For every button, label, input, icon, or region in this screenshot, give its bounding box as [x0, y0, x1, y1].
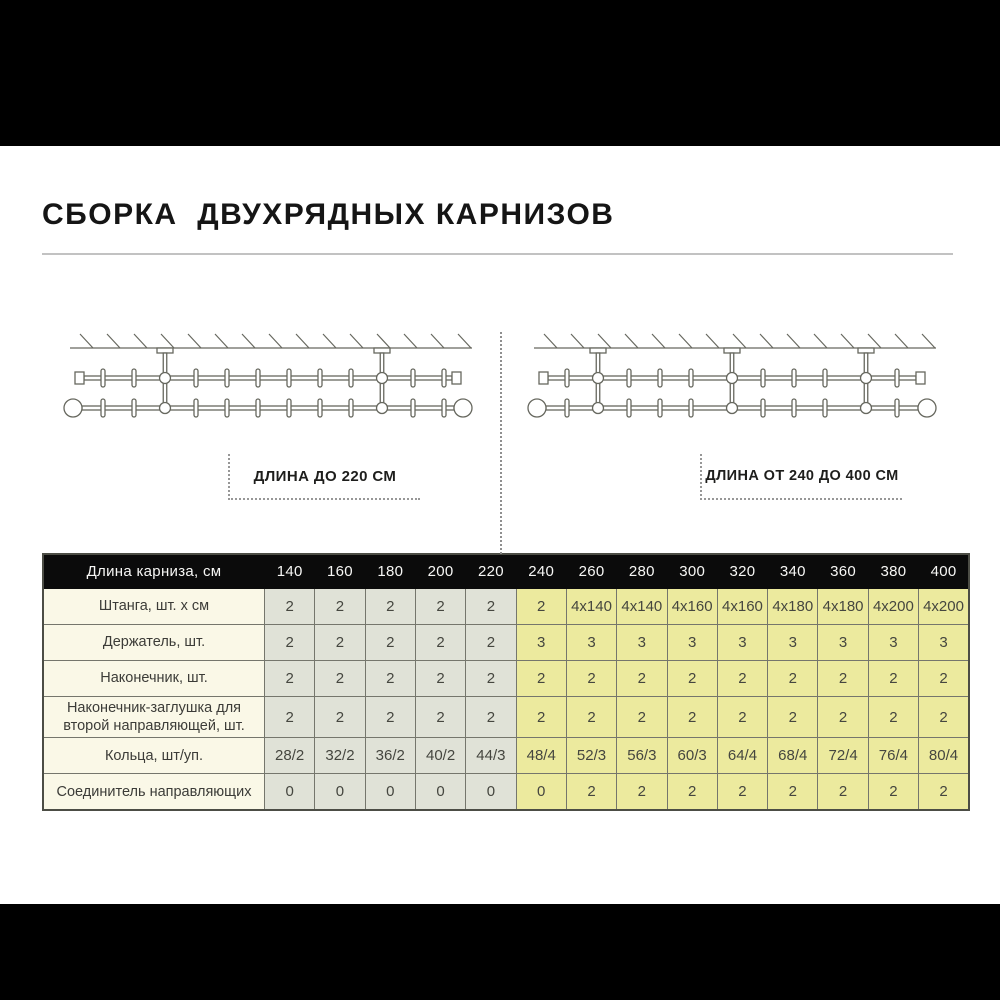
ball-finial-left	[64, 399, 82, 417]
table-cell: 3	[566, 625, 616, 661]
table-cell: 3	[516, 625, 566, 661]
ball-finial-right	[918, 399, 936, 417]
table-cell: 0	[315, 774, 365, 811]
column-header: 400	[919, 554, 969, 589]
table-cell: 2	[516, 697, 566, 738]
ball-finial-left	[528, 399, 546, 417]
row-label: Кольца, шт/уп.	[43, 738, 265, 774]
table-cell: 2	[617, 697, 667, 738]
table-cell: 2	[617, 774, 667, 811]
table-cell: 2	[566, 661, 616, 697]
end-cap-left	[539, 372, 548, 384]
table-cell: 2	[516, 661, 566, 697]
end-cap-left	[75, 372, 84, 384]
table-cell: 2	[868, 661, 918, 697]
table-cell: 52/3	[566, 738, 616, 774]
table-cell: 2	[768, 661, 818, 697]
row-label: Штанга, шт. х см	[43, 589, 265, 625]
table-cell: 72/4	[818, 738, 868, 774]
column-header: 240	[516, 554, 566, 589]
table-cell: 2	[315, 661, 365, 697]
table-cell: 2	[667, 661, 717, 697]
column-header: 320	[717, 554, 767, 589]
column-header: 260	[566, 554, 616, 589]
table-cell: 2	[365, 661, 415, 697]
table-cell: 2	[566, 697, 616, 738]
table-cell: 56/3	[617, 738, 667, 774]
table-row	[43, 697, 969, 738]
table-cell: 2	[818, 774, 868, 811]
table-cell: 2	[365, 589, 415, 625]
table-cell: 2	[516, 589, 566, 625]
ceiling-brackets	[157, 348, 390, 414]
table-cell: 4x160	[667, 589, 717, 625]
table-cell: 4x140	[617, 589, 667, 625]
table-cell: 2	[415, 697, 465, 738]
page-title: СБОРКА ДВУХРЯДНЫХ КАРНИЗОВ	[42, 198, 615, 231]
table-cell: 48/4	[516, 738, 566, 774]
table-cell: 2	[466, 661, 516, 697]
table-cell: 3	[617, 625, 667, 661]
diagram-short-cornice	[58, 326, 478, 500]
table-cell: 2	[415, 625, 465, 661]
ceiling-hatching	[70, 334, 472, 348]
table-header-row	[43, 554, 969, 589]
table-row	[43, 625, 969, 661]
table-cell: 2	[667, 697, 717, 738]
ball-finial-right	[454, 399, 472, 417]
table-cell: 2	[566, 774, 616, 811]
table-cell: 68/4	[768, 738, 818, 774]
table-cell: 2	[265, 589, 315, 625]
column-header: 160	[315, 554, 365, 589]
table-cell: 2	[315, 589, 365, 625]
table-cell: 4x160	[717, 589, 767, 625]
table-cell: 4x200	[919, 589, 969, 625]
content	[0, 198, 1000, 904]
table-cell: 2	[818, 697, 868, 738]
column-header: 360	[818, 554, 868, 589]
table-row	[43, 738, 969, 774]
ceiling-brackets	[590, 348, 874, 414]
table-cell: 2	[265, 661, 315, 697]
table-cell: 2	[717, 774, 767, 811]
table-cell: 44/3	[466, 738, 516, 774]
table-cell: 2	[415, 589, 465, 625]
bottom-black-bar	[0, 904, 1000, 1000]
table-cell: 2	[768, 697, 818, 738]
table-cell: 32/2	[315, 738, 365, 774]
table-cell: 3	[768, 625, 818, 661]
table-cell: 3	[868, 625, 918, 661]
upper-rod	[75, 369, 461, 387]
table-cell: 2	[265, 625, 315, 661]
length-label-short	[228, 454, 420, 500]
top-black-bar	[0, 0, 1000, 146]
table-cell: 2	[919, 661, 969, 697]
cornice-drawing-3-brackets-icon	[522, 326, 942, 438]
table-row	[43, 774, 969, 811]
end-cap-right	[916, 372, 925, 384]
cornice-drawing-2-brackets-icon	[58, 326, 478, 438]
table-cell: 4x140	[566, 589, 616, 625]
diagram-long-cornice	[522, 326, 942, 500]
table-cell: 2	[667, 774, 717, 811]
table-cell: 2	[415, 661, 465, 697]
row-label: Соединитель направляющих	[43, 774, 265, 811]
table-cell: 2	[265, 697, 315, 738]
assembly-table	[42, 553, 970, 811]
table-cell: 2	[365, 697, 415, 738]
table-cell: 2	[868, 697, 918, 738]
table-cell: 2	[868, 774, 918, 811]
length-label-long-text: ДЛИНА ОТ 240 ДО 400 СМ	[705, 468, 899, 484]
table-cell: 3	[818, 625, 868, 661]
column-header: 200	[415, 554, 465, 589]
table-cell: 28/2	[265, 738, 315, 774]
table-cell: 2	[315, 697, 365, 738]
table-row	[43, 589, 969, 625]
length-label-short-text: ДЛИНА ДО 220 СМ	[253, 467, 397, 485]
lower-rod	[64, 399, 472, 417]
table-cell: 3	[919, 625, 969, 661]
table-cell: 2	[466, 625, 516, 661]
diagrams-divider-dotted	[500, 332, 502, 554]
column-header: 380	[868, 554, 918, 589]
table-cell: 64/4	[717, 738, 767, 774]
row-label: Держатель, шт.	[43, 625, 265, 661]
table-cell: 2	[919, 697, 969, 738]
table-cell: 2	[717, 697, 767, 738]
diagrams-row	[42, 326, 958, 500]
column-header: 280	[617, 554, 667, 589]
column-header: 220	[466, 554, 516, 589]
table-cell: 2	[315, 625, 365, 661]
table-cell: 0	[415, 774, 465, 811]
table-cell: 0	[516, 774, 566, 811]
end-cap-right	[452, 372, 461, 384]
table-cell: 2	[768, 774, 818, 811]
ceiling-hatching	[534, 334, 936, 348]
column-header: 180	[365, 554, 415, 589]
assembly-table-body	[43, 589, 969, 811]
table-cell: 40/2	[415, 738, 465, 774]
table-cell: 4x180	[818, 589, 868, 625]
table-cell: 3	[667, 625, 717, 661]
table-cell: 3	[717, 625, 767, 661]
table-cell: 60/3	[667, 738, 717, 774]
table-cell: 0	[265, 774, 315, 811]
table-cell: 2	[818, 661, 868, 697]
table-cell: 0	[365, 774, 415, 811]
column-header: 340	[768, 554, 818, 589]
table-cell: 80/4	[919, 738, 969, 774]
table-header-label: Длина карниза, см	[43, 554, 265, 589]
table-cell: 76/4	[868, 738, 918, 774]
column-header: 300	[667, 554, 717, 589]
table-cell: 0	[466, 774, 516, 811]
table-cell: 4x180	[768, 589, 818, 625]
table-row	[43, 661, 969, 697]
length-label-long	[700, 454, 902, 500]
column-header: 140	[265, 554, 315, 589]
row-label: Наконечник-заглушка для второй направляющей, шт.	[43, 697, 265, 738]
table-cell: 36/2	[365, 738, 415, 774]
table-cell: 4x200	[868, 589, 918, 625]
row-label: Наконечник, шт.	[43, 661, 265, 697]
table-cell: 2	[717, 661, 767, 697]
title-divider	[42, 253, 953, 255]
table-cell: 2	[617, 661, 667, 697]
table-cell: 2	[466, 697, 516, 738]
table-cell: 2	[466, 589, 516, 625]
table-cell: 2	[919, 774, 969, 811]
table-cell: 2	[365, 625, 415, 661]
